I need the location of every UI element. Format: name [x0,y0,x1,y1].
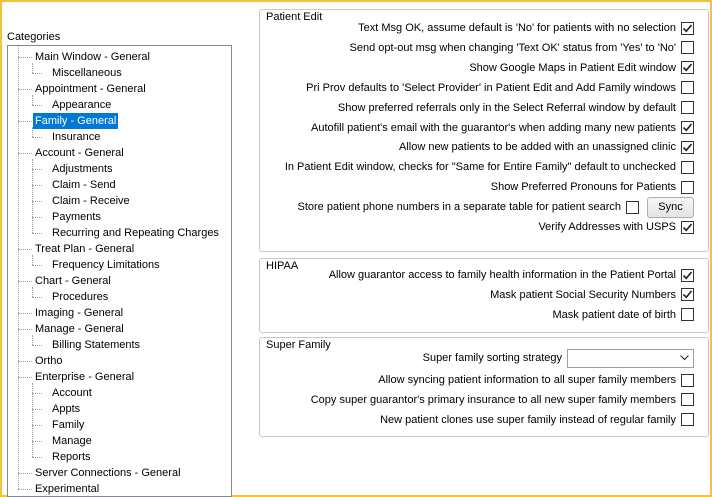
tree-item[interactable]: Appointment - General [35,83,146,95]
tree-branch-line [32,287,33,297]
tree-item[interactable]: Account [52,387,92,399]
tree-connector [32,217,42,218]
option-checkbox[interactable] [681,393,694,406]
patient-edit-title: Patient Edit [266,11,323,23]
tree-item[interactable]: Claim - Send [52,179,116,191]
tree-item[interactable]: Imaging - General [35,307,124,319]
tree-item[interactable]: Payments [52,211,101,223]
option-label: Allow new patients to be added with an unassigned clinic [398,141,676,154]
super-family-sorting-select[interactable] [567,349,694,368]
tree-connector [18,89,32,90]
categories-tree[interactable] [7,45,232,497]
tree-item[interactable]: Manage - General [35,323,124,335]
tree-connector [18,153,32,154]
tree-connector [18,329,32,330]
option-checkbox[interactable] [681,81,694,94]
tree-branch-line [32,255,33,265]
tree-connector [32,169,42,170]
option-row [552,306,694,324]
option-row [358,19,694,37]
tree-connector [18,121,32,122]
option-checkbox[interactable] [681,121,694,134]
tree-branch-line [32,63,33,73]
option-checkbox[interactable] [681,413,694,426]
tree-item[interactable]: Claim - Receive [52,195,130,207]
tree-item[interactable]: Procedures [52,291,109,303]
option-label: In Patient Edit window, checks for "Same for Entire Family" default to unchecked [284,161,676,174]
option-checkbox[interactable] [681,141,694,154]
option-checkbox[interactable] [681,308,694,321]
tree-item[interactable]: Treat Plan - General [35,243,135,255]
option-label: Allow guarantor access to family health information in the Patient Portal [328,269,676,281]
option-row [298,198,695,216]
tree-connector [32,345,42,346]
check-icon [682,142,693,153]
super-family-title: Super Family [266,339,331,351]
tree-item[interactable]: Ortho [35,355,63,367]
tree-item[interactable]: Billing Statements [52,339,141,351]
tree-item[interactable]: Experimental [35,483,100,495]
check-icon [682,62,693,73]
option-row [350,39,694,57]
option-checkbox[interactable] [681,61,694,74]
super-family-group [259,337,709,437]
option-checkbox[interactable] [681,161,694,174]
option-row [306,79,694,97]
check-icon [682,222,693,233]
tree-connector [32,297,42,298]
tree-item[interactable]: Main Window - General [35,51,150,63]
chevron-down-icon [680,355,689,361]
tree-connector [32,441,42,442]
option-row [338,99,694,117]
tree-branch-line [32,95,33,105]
option-row [399,138,694,156]
check-icon [682,23,693,34]
tree-connector [18,377,32,378]
tree-connector [18,473,32,474]
tree-connector [32,137,42,138]
tree-item[interactable]: Adjustments [52,163,113,175]
option-label: Send opt-out msg when changing 'Text OK' status from 'Yes' to 'No' [349,41,676,54]
tree-branch-line [32,127,33,137]
tree-trunk-line [18,46,19,489]
tree-item[interactable]: Reports [52,451,91,463]
hipaa-group [259,258,709,333]
option-row [378,371,694,389]
option-label: Allow syncing patient information to all super family members [378,374,676,386]
option-label: Autofill patient's email with the guarantor's when adding many new patients [311,121,676,134]
option-checkbox[interactable] [681,269,694,282]
tree-connector [32,233,42,234]
tree-item[interactable]: Chart - General [35,275,111,287]
option-label: Verify Addresses with USPS [538,221,676,233]
tree-item[interactable]: Server Connections - General [35,467,181,479]
option-row [538,218,694,236]
super-family-sorting-row [423,349,694,367]
tree-item[interactable]: Enterprise - General [35,371,135,383]
tree-connector [18,281,32,282]
option-label: New patient clones use super family instead of regular family [380,413,676,426]
tree-connector [32,105,42,106]
option-checkbox[interactable] [681,288,694,301]
option-checkbox[interactable] [681,101,694,114]
tree-branch-line [32,335,33,345]
tree-connector [18,249,32,250]
tree-item[interactable]: Manage [52,435,92,447]
tree-item[interactable]: Account - General [35,147,124,159]
tree-branch-line [32,383,33,457]
tree-item[interactable]: Appearance [52,99,112,111]
option-checkbox[interactable] [681,221,694,234]
option-label: Store patient phone numbers in a separate table for patient search [297,201,621,214]
tree-connector [32,457,42,458]
option-label: Show Preferred Pronouns for Patients [490,181,676,194]
tree-connector [18,489,32,490]
tree-connector [32,201,42,202]
tree-connector [18,57,32,58]
tree-connector [32,409,42,410]
option-checkbox[interactable] [681,41,694,54]
tree-connector [32,393,42,394]
option-checkbox[interactable] [626,201,639,214]
categories-label: Categories [7,31,61,43]
option-row [311,119,694,137]
tree-item[interactable]: Miscellaneous [52,67,122,79]
hipaa-title: HIPAA [266,260,299,272]
option-row [329,266,694,284]
option-label: Mask patient Social Security Numbers [490,288,676,301]
option-checkbox[interactable] [681,22,694,35]
option-checkbox[interactable] [681,374,694,387]
option-row [490,286,694,304]
option-row [311,391,694,409]
sync-button[interactable]: Sync [647,197,694,218]
tree-connector [32,425,42,426]
tree-connector [18,313,32,314]
super-family-sorting-label: Super family sorting strategy [422,352,562,364]
tree-connector [32,265,42,266]
patient-edit-group [259,9,709,252]
tree-connector [32,185,42,186]
tree-item[interactable]: Recurring and Repeating Charges [52,227,219,239]
tree-branch-line [32,159,33,233]
tree-item[interactable]: Appts [52,403,81,415]
option-checkbox[interactable] [681,181,694,194]
option-row [469,59,694,77]
option-row [380,411,694,429]
option-label: Text Msg OK, assume default is 'No' for patients with no selection [358,22,676,34]
option-label: Copy super guarantor's primary insurance to all new super family members [310,393,676,406]
tree-item[interactable]: Frequency Limitations [52,259,160,271]
option-row [491,178,694,196]
option-label: Mask patient date of birth [552,308,676,321]
check-icon [682,270,693,281]
tree-connector [18,361,32,362]
option-label: Show Google Maps in Patient Edit window [469,61,676,74]
tree-item[interactable]: Family [52,419,85,431]
check-icon [682,122,693,133]
tree-item[interactable]: Family - General [35,115,117,127]
option-label: Show preferred referrals only in the Select Referral window by default [337,101,676,114]
check-icon [682,289,693,300]
tree-item[interactable]: Insurance [52,131,101,143]
tree-connector [32,73,42,74]
option-row [285,158,694,176]
option-label: Pri Prov defaults to 'Select Provider' in Patient Edit and Add Family windows [306,81,676,94]
